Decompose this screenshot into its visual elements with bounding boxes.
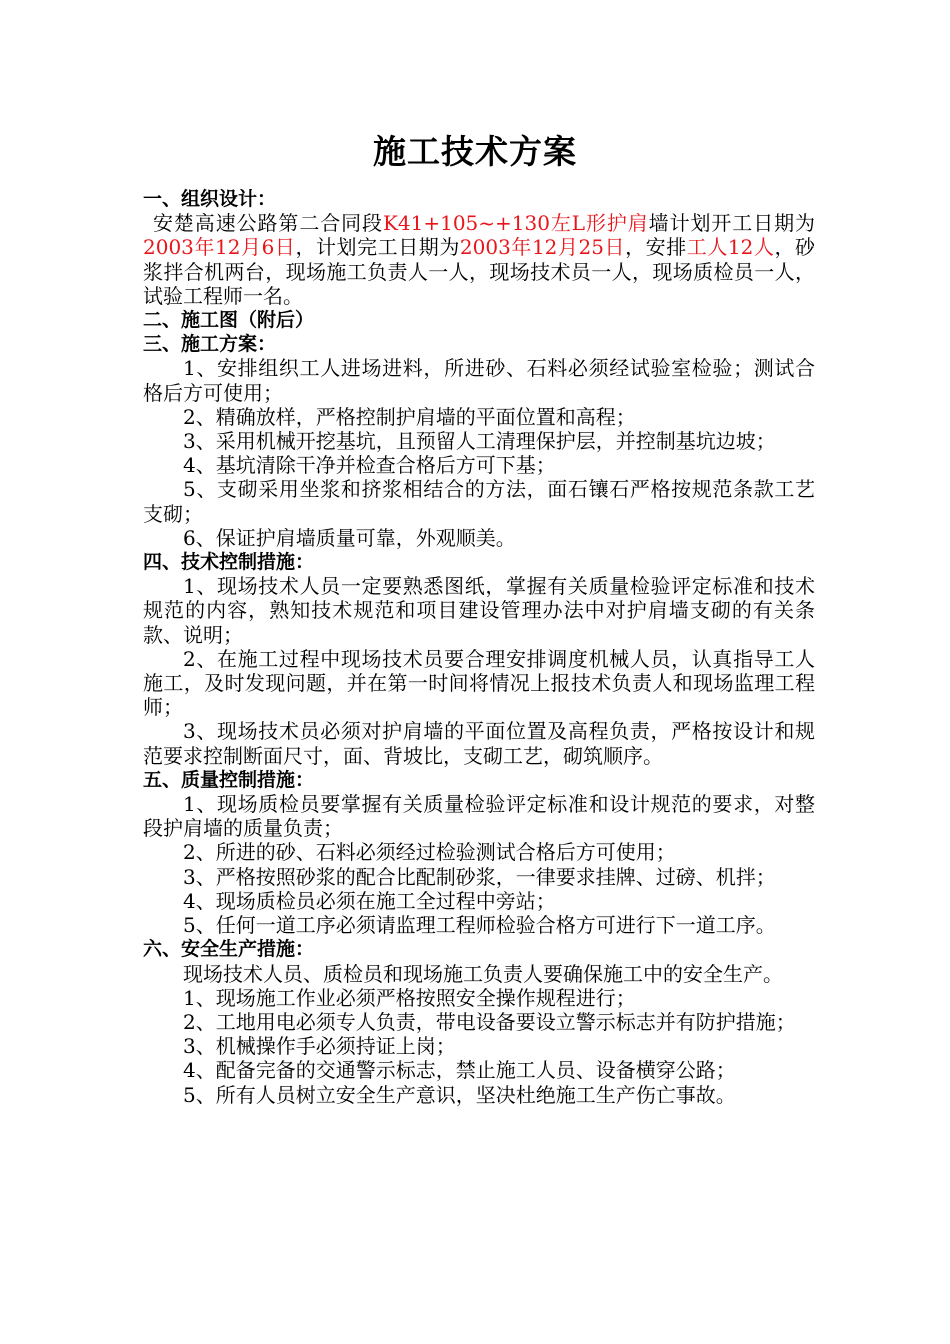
- list-item: 4、现场质检员必须在施工全过程中旁站；: [183, 888, 556, 913]
- list-item: 2、在施工过程中现场技术员要合理安排调度机械人员，认真指导工人施工，及时发现问题，并在第一时间将情况上报技术负责人和现场监理工程师；: [143, 646, 815, 720]
- list-item: 4、配备完备的交通警示标志，禁止施工人员、设备横穿公路；: [183, 1058, 736, 1083]
- section-heading-tech-control: 四、技术控制措施：: [143, 551, 315, 574]
- list-item: 2、精确放样，严格控制护肩墙的平面位置和高程；: [183, 404, 636, 429]
- list-item: 3、现场技术员必须对护肩墙的平面位置及高程负责，严格按设计和规范要求控制断面尺寸，面、背坡比，支砌工艺，砌筑顺序。: [143, 719, 815, 768]
- list-item: 1、现场施工作业必须严格按照安全操作规程进行；: [183, 985, 636, 1010]
- section-heading-drawings: 二、施工图（附后）: [143, 309, 315, 332]
- list-item: 6、保证护肩墙质量可靠，外观顺美。: [183, 525, 516, 550]
- highlight-start-date: 2003年12月6日: [143, 235, 296, 260]
- text-span: ，安排: [625, 235, 687, 260]
- section-heading-organization: 一、组织设计：: [143, 188, 277, 210]
- list-item: 4、基坑清除干净并检查合格后方可下基；: [183, 453, 556, 478]
- list-item: 5、所有人员树立安全生产意识，坚决杜绝施工生产伤亡事故。: [183, 1082, 736, 1107]
- list-item: 5、支砌采用坐浆和挤浆相结合的方法，面石镶石严格按规范条款工艺支砌；: [143, 477, 815, 526]
- text-span: ，计划完工日期为: [295, 235, 460, 260]
- highlight-section: K41+105~+130左L形护肩: [382, 211, 649, 236]
- document-body: [143, 187, 815, 1107]
- list-item: 2、所进的砂、石料必须经过检验测试合格后方可使用；: [183, 840, 676, 865]
- list-item: 2、工地用电必须专人负责，带电设备要设立警示标志并有防护措施；: [183, 1009, 796, 1034]
- organization-paragraph: [143, 211, 815, 308]
- section-heading-plan: 三、施工方案：: [143, 333, 277, 356]
- document-title: 施工技术方案: [373, 132, 577, 171]
- list-item: 1、现场技术人员一定要熟悉图纸，掌握有关质量检验评定标准和技术规范的内容，熟知技术规范和项目建设管理办法中对护肩墙支砌的有关条款、说明；: [143, 574, 815, 647]
- text-span: 墙计划开工日期为: [648, 211, 816, 236]
- section-heading-quality-control: 五、质量控制措施：: [143, 768, 315, 791]
- text-span: 安楚高速公路第二合同段: [153, 211, 383, 236]
- highlight-end-date: 2003年12月25日: [459, 235, 626, 260]
- list-item: 1、现场质检员要掌握有关质量检验评定标准和设计规范的要求，对整段护肩墙的质量负责；: [143, 792, 815, 841]
- section-heading-safety: 六、安全生产措施：: [143, 938, 315, 961]
- list-item: 1、安排组织工人进场进料，所进砂、石料必须经试验室检验；测试合格后方可使用；: [143, 356, 815, 405]
- list-item: 3、严格按照砂浆的配合比配制砂浆，一律要求挂牌、过磅、机拌；: [183, 864, 776, 889]
- list-item: 3、机械操作手必须持证上岗；: [183, 1034, 456, 1059]
- list-item: 3、采用机械开挖基坑，且预留人工清理保护层，并控制基坑边坡；: [183, 429, 776, 454]
- highlight-workers: 工人12人: [686, 235, 775, 260]
- safety-intro: 现场技术人员、质检员和现场施工负责人要确保施工中的安全生产。: [183, 961, 783, 986]
- list-item: 5、任何一道工序必须请监理工程师检验合格方可进行下一道工序。: [183, 913, 776, 938]
- text-span: ，砂浆拌合机两台，现场施工负责人一人，现场技术员一人，现场质检员一人，试验工程师一名。: [143, 235, 816, 308]
